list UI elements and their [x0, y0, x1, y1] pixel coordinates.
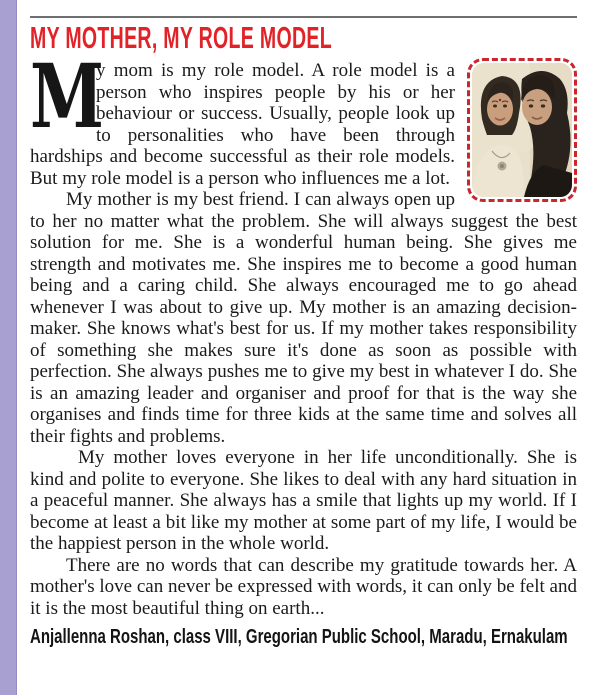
- article-body: [30, 44, 577, 650]
- top-rule: [30, 16, 577, 18]
- paragraph-2: [30, 189, 577, 447]
- mother-daughter-photo: [472, 63, 572, 197]
- paragraph-4: [30, 555, 577, 620]
- article-headline: MY MOTHER, MY ROLE MODEL: [30, 20, 332, 55]
- paragraph-2-text: My mother is my best friend. I can always open up to her no matter what the problem. She will always suggest the best solution for me. She is a wonderful human being. She gives me strength and motivates me. She inspires me to become a good human being and a caring child. She always encouraged me to go ahead whenever I was about to give up. My mother is an amazing decision-maker. She knows what's best for us. If my mother takes responsibility of something she makes sure it's done as soon as possible with perfection. She always pushes me to give my best in whatever I do. She is an amazing leader and organiser and proof for that is the way she organises and finds time for three kids at the same time and solves all their fights and problems.: [30, 189, 577, 447]
- photo-frame: [467, 58, 577, 202]
- paragraph-3-text: My mother loves everyone in her life unconditionally. She is kind and polite to everyone. She likes to deal with any hard situation in a peaceful manner. She always has a smile that lights up my world. If I become at least a bit like my mother at some part of my life, I would be the happiest person in the whole world.: [30, 447, 577, 554]
- drop-cap: M: [30, 44, 105, 148]
- author-byline: Anjallenna Roshan, class VIII, Gregorian Public School, Maradu, Ernakulam: [30, 626, 568, 648]
- left-accent-bar: [0, 0, 17, 695]
- article-content: [30, 16, 577, 650]
- paragraph-1-text: y mom is my role model. A role model is a person who inspires people by his or her behaviour or success. Usually, people look up to personalities who have been through hardships and become successful as their role models. But my role model is a person who influences me a lot.: [30, 60, 455, 189]
- paragraph-3: [30, 447, 577, 555]
- mother-daughter-photo-art: [472, 63, 572, 197]
- paragraph-4-text: There are no words that can describe my gratitude towards her. A mother's love can never be expressed with words, it can only be felt and it is the most beautiful thing on earth...: [30, 554, 577, 619]
